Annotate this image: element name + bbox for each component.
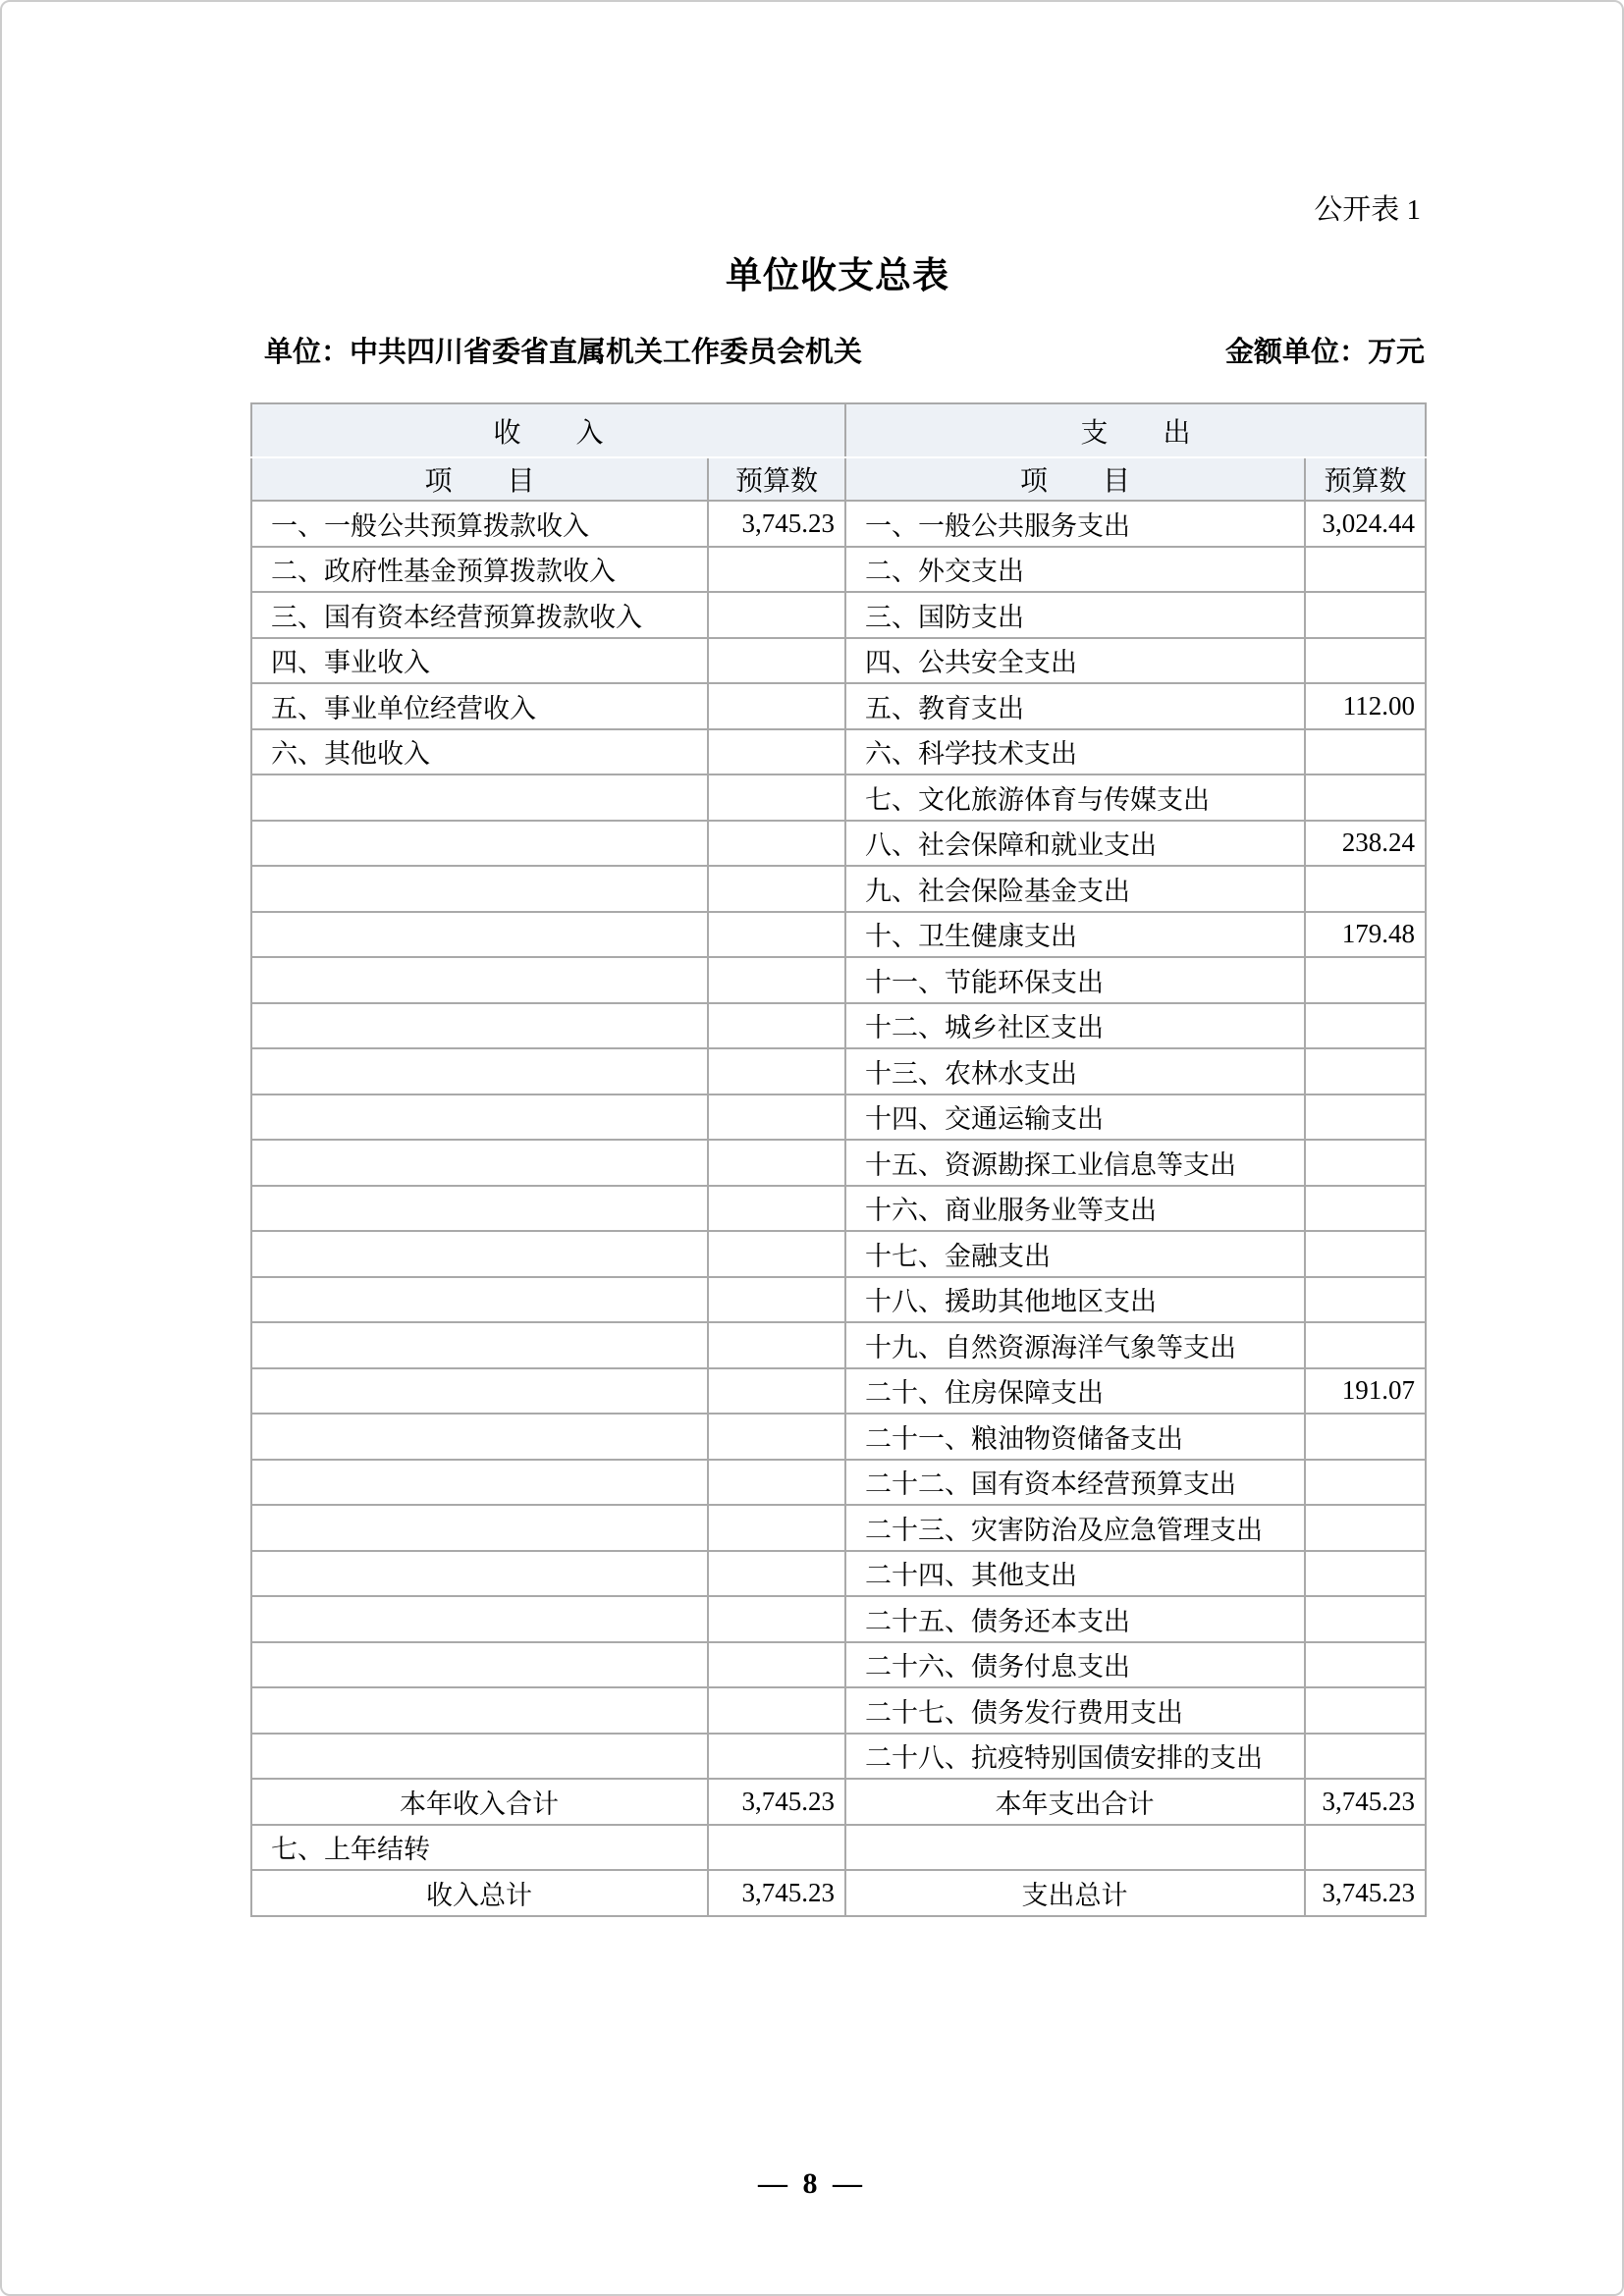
expense-item-cell: 八、社会保障和就业支出	[845, 821, 1305, 867]
expense-item-cell: 二十六、债务付息支出	[845, 1642, 1305, 1688]
expense-budget-cell	[1305, 866, 1426, 912]
form-number-label: 公开表 1	[1314, 194, 1421, 226]
expense-budget-cell	[1305, 1095, 1426, 1141]
expense-budget-cell	[1305, 1825, 1426, 1871]
expense-budget-cell	[1305, 1186, 1426, 1232]
expense-item-cell: 二十五、债务还本支出	[845, 1596, 1305, 1642]
income-budget-cell	[708, 638, 845, 684]
expense-budget-cell: 112.00	[1305, 683, 1426, 729]
expense-budget-cell	[1305, 774, 1426, 821]
table-row	[251, 683, 1426, 729]
expense-budget-cell	[1305, 592, 1426, 638]
income-budget-cell	[708, 1596, 845, 1642]
table-row	[251, 957, 1426, 1003]
table-row	[251, 729, 1426, 775]
table-row	[251, 1368, 1426, 1415]
income-item-cell	[251, 1505, 708, 1551]
income-item-cell: 四、事业收入	[251, 638, 708, 684]
income-budget-cell: 3,745.23	[708, 1779, 845, 1825]
table-row	[251, 1322, 1426, 1368]
income-budget-cell	[708, 729, 845, 775]
table-row	[251, 866, 1426, 912]
expense-item-cell: 十八、援助其他地区支出	[845, 1277, 1305, 1323]
expense-item-cell	[845, 1825, 1305, 1871]
expense-budget-cell: 3,745.23	[1305, 1779, 1426, 1825]
income-item-cell	[251, 1687, 708, 1734]
income-item-cell	[251, 1596, 708, 1642]
table-row	[251, 1186, 1426, 1232]
income-budget-cell	[708, 1048, 845, 1095]
table-row	[251, 1277, 1426, 1323]
expense-section-header: 支 出	[845, 403, 1426, 457]
expense-budget-cell	[1305, 1596, 1426, 1642]
income-budget-cell	[708, 1231, 845, 1277]
expense-item-cell: 二十一、粮油物资储备支出	[845, 1414, 1305, 1460]
expense-budget-cell	[1305, 1687, 1426, 1734]
income-budget-cell	[708, 1460, 845, 1506]
expense-item-cell: 十四、交通运输支出	[845, 1095, 1305, 1141]
expense-budget-column-header: 预算数	[1305, 457, 1426, 501]
expense-budget-cell	[1305, 1140, 1426, 1186]
income-budget-cell	[708, 1825, 845, 1871]
table-row	[251, 1140, 1426, 1186]
income-budget-cell	[708, 683, 845, 729]
table-row	[251, 1825, 1426, 1871]
expense-budget-cell	[1305, 1734, 1426, 1780]
income-budget-cell	[708, 866, 845, 912]
amount-unit-label: 金额单位：万元	[1224, 337, 1425, 368]
table-row	[251, 638, 1426, 684]
expense-item-cell: 十二、城乡社区支出	[845, 1003, 1305, 1049]
expense-item-cell: 三、国防支出	[845, 592, 1305, 638]
table-row	[251, 1048, 1426, 1095]
expense-budget-cell: 3,024.44	[1305, 501, 1426, 547]
income-item-cell	[251, 1277, 708, 1323]
expense-item-cell: 十三、农林水支出	[845, 1048, 1305, 1095]
income-item-cell	[251, 1734, 708, 1780]
table-row	[251, 1095, 1426, 1141]
table-row	[251, 592, 1426, 638]
expense-budget-cell: 191.07	[1305, 1368, 1426, 1415]
unit-name-label: 单位：中共四川省委省直属机关工作委员会机关	[264, 337, 863, 368]
expense-budget-cell	[1305, 957, 1426, 1003]
expense-item-cell: 十六、商业服务业等支出	[845, 1186, 1305, 1232]
expense-item-cell: 二十、住房保障支出	[845, 1368, 1305, 1415]
income-item-cell	[251, 1460, 708, 1506]
income-section-header: 收 入	[251, 403, 845, 457]
income-item-cell	[251, 1231, 708, 1277]
income-budget-cell	[708, 1734, 845, 1780]
income-budget-cell	[708, 1140, 845, 1186]
expense-item-cell: 五、教育支出	[845, 683, 1305, 729]
expense-budget-cell	[1305, 1277, 1426, 1323]
expense-item-cell: 七、文化旅游体育与传媒支出	[845, 774, 1305, 821]
income-item-cell	[251, 912, 708, 958]
expense-item-cell: 四、公共安全支出	[845, 638, 1305, 684]
income-budget-cell	[708, 1414, 845, 1460]
table-row	[251, 774, 1426, 821]
income-budget-cell	[708, 547, 845, 593]
expense-budget-cell: 3,745.23	[1305, 1870, 1426, 1916]
income-budget-cell	[708, 1095, 845, 1141]
income-item-cell	[251, 1414, 708, 1460]
income-item-cell	[251, 866, 708, 912]
income-budget-cell	[708, 1277, 845, 1323]
expense-item-cell: 支出总计	[845, 1870, 1305, 1916]
expense-item-column-header: 项 目	[845, 457, 1305, 501]
expense-item-cell: 二十四、其他支出	[845, 1551, 1305, 1597]
budget-summary-table	[250, 402, 1427, 1917]
expense-item-cell: 二十八、抗疫特别国债安排的支出	[845, 1734, 1305, 1780]
table-row	[251, 1551, 1426, 1597]
expense-budget-cell: 179.48	[1305, 912, 1426, 958]
income-item-cell	[251, 821, 708, 867]
table-row	[251, 1596, 1426, 1642]
income-budget-cell	[708, 1505, 845, 1551]
summary-row	[251, 1870, 1426, 1916]
expense-budget-cell	[1305, 1642, 1426, 1688]
expense-budget-cell	[1305, 1414, 1426, 1460]
income-item-cell	[251, 1642, 708, 1688]
income-item-cell: 七、上年结转	[251, 1825, 708, 1871]
income-item-cell	[251, 774, 708, 821]
income-budget-cell: 3,745.23	[708, 501, 845, 547]
income-item-cell: 三、国有资本经营预算拨款收入	[251, 592, 708, 638]
expense-item-cell: 十七、金融支出	[845, 1231, 1305, 1277]
page-number: — 8 —	[758, 2167, 866, 2200]
expense-budget-cell	[1305, 638, 1426, 684]
income-item-cell: 本年收入合计	[251, 1779, 708, 1825]
expense-item-cell: 六、科学技术支出	[845, 729, 1305, 775]
income-item-cell	[251, 1186, 708, 1232]
expense-budget-cell	[1305, 1505, 1426, 1551]
page-title: 单位收支总表	[726, 254, 949, 296]
income-budget-cell: 3,745.23	[708, 1870, 845, 1916]
expense-item-cell: 二十二、国有资本经营预算支出	[845, 1460, 1305, 1506]
section-header-row	[251, 403, 1426, 457]
income-budget-cell	[708, 912, 845, 958]
income-item-cell	[251, 957, 708, 1003]
expense-item-cell: 本年支出合计	[845, 1779, 1305, 1825]
expense-item-cell: 十一、节能环保支出	[845, 957, 1305, 1003]
table-row	[251, 1734, 1426, 1780]
expense-item-cell: 二、外交支出	[845, 547, 1305, 593]
expense-budget-cell	[1305, 1551, 1426, 1597]
expense-item-cell: 二十三、灾害防治及应急管理支出	[845, 1505, 1305, 1551]
income-item-cell	[251, 1551, 708, 1597]
income-budget-cell	[708, 774, 845, 821]
income-budget-cell	[708, 957, 845, 1003]
expense-item-cell: 二十七、债务发行费用支出	[845, 1687, 1305, 1734]
table-row	[251, 1505, 1426, 1551]
table-row	[251, 821, 1426, 867]
expense-item-cell: 十、卫生健康支出	[845, 912, 1305, 958]
table-row	[251, 1642, 1426, 1688]
income-budget-cell	[708, 592, 845, 638]
income-item-cell	[251, 1322, 708, 1368]
expense-budget-cell	[1305, 1048, 1426, 1095]
income-item-column-header: 项 目	[251, 457, 708, 501]
table-row	[251, 912, 1426, 958]
income-budget-cell	[708, 1551, 845, 1597]
expense-budget-cell	[1305, 729, 1426, 775]
table-row	[251, 1460, 1426, 1506]
unit-row	[250, 337, 1425, 369]
expense-budget-cell	[1305, 547, 1426, 593]
income-item-cell	[251, 1048, 708, 1095]
income-item-cell	[251, 1003, 708, 1049]
summary-row	[251, 1779, 1426, 1825]
income-item-cell: 一、一般公共预算拨款收入	[251, 501, 708, 547]
table-row	[251, 1003, 1426, 1049]
income-budget-cell	[708, 1003, 845, 1049]
income-item-cell	[251, 1095, 708, 1141]
table-row	[251, 1687, 1426, 1734]
column-header-row	[251, 457, 1426, 501]
expense-budget-cell: 238.24	[1305, 821, 1426, 867]
income-budget-cell	[708, 821, 845, 867]
document-content	[250, 2, 1425, 2294]
expense-item-cell: 一、一般公共服务支出	[845, 501, 1305, 547]
income-budget-column-header: 预算数	[708, 457, 845, 501]
expense-item-cell: 十九、自然资源海洋气象等支出	[845, 1322, 1305, 1368]
income-item-cell: 二、政府性基金预算拨款收入	[251, 547, 708, 593]
income-item-cell: 六、其他收入	[251, 729, 708, 775]
income-item-cell	[251, 1368, 708, 1415]
table-row	[251, 1231, 1426, 1277]
expense-item-cell: 十五、资源勘探工业信息等支出	[845, 1140, 1305, 1186]
income-budget-cell	[708, 1687, 845, 1734]
income-item-cell	[251, 1140, 708, 1186]
expense-budget-cell	[1305, 1231, 1426, 1277]
income-budget-cell	[708, 1368, 845, 1415]
income-item-cell: 五、事业单位经营收入	[251, 683, 708, 729]
table-row	[251, 547, 1426, 593]
expense-item-cell: 九、社会保险基金支出	[845, 866, 1305, 912]
income-budget-cell	[708, 1322, 845, 1368]
expense-budget-cell	[1305, 1460, 1426, 1506]
table-row	[251, 501, 1426, 547]
income-budget-cell	[708, 1642, 845, 1688]
table-row	[251, 1414, 1426, 1460]
income-item-cell: 收入总计	[251, 1870, 708, 1916]
expense-budget-cell	[1305, 1322, 1426, 1368]
income-budget-cell	[708, 1186, 845, 1232]
expense-budget-cell	[1305, 1003, 1426, 1049]
